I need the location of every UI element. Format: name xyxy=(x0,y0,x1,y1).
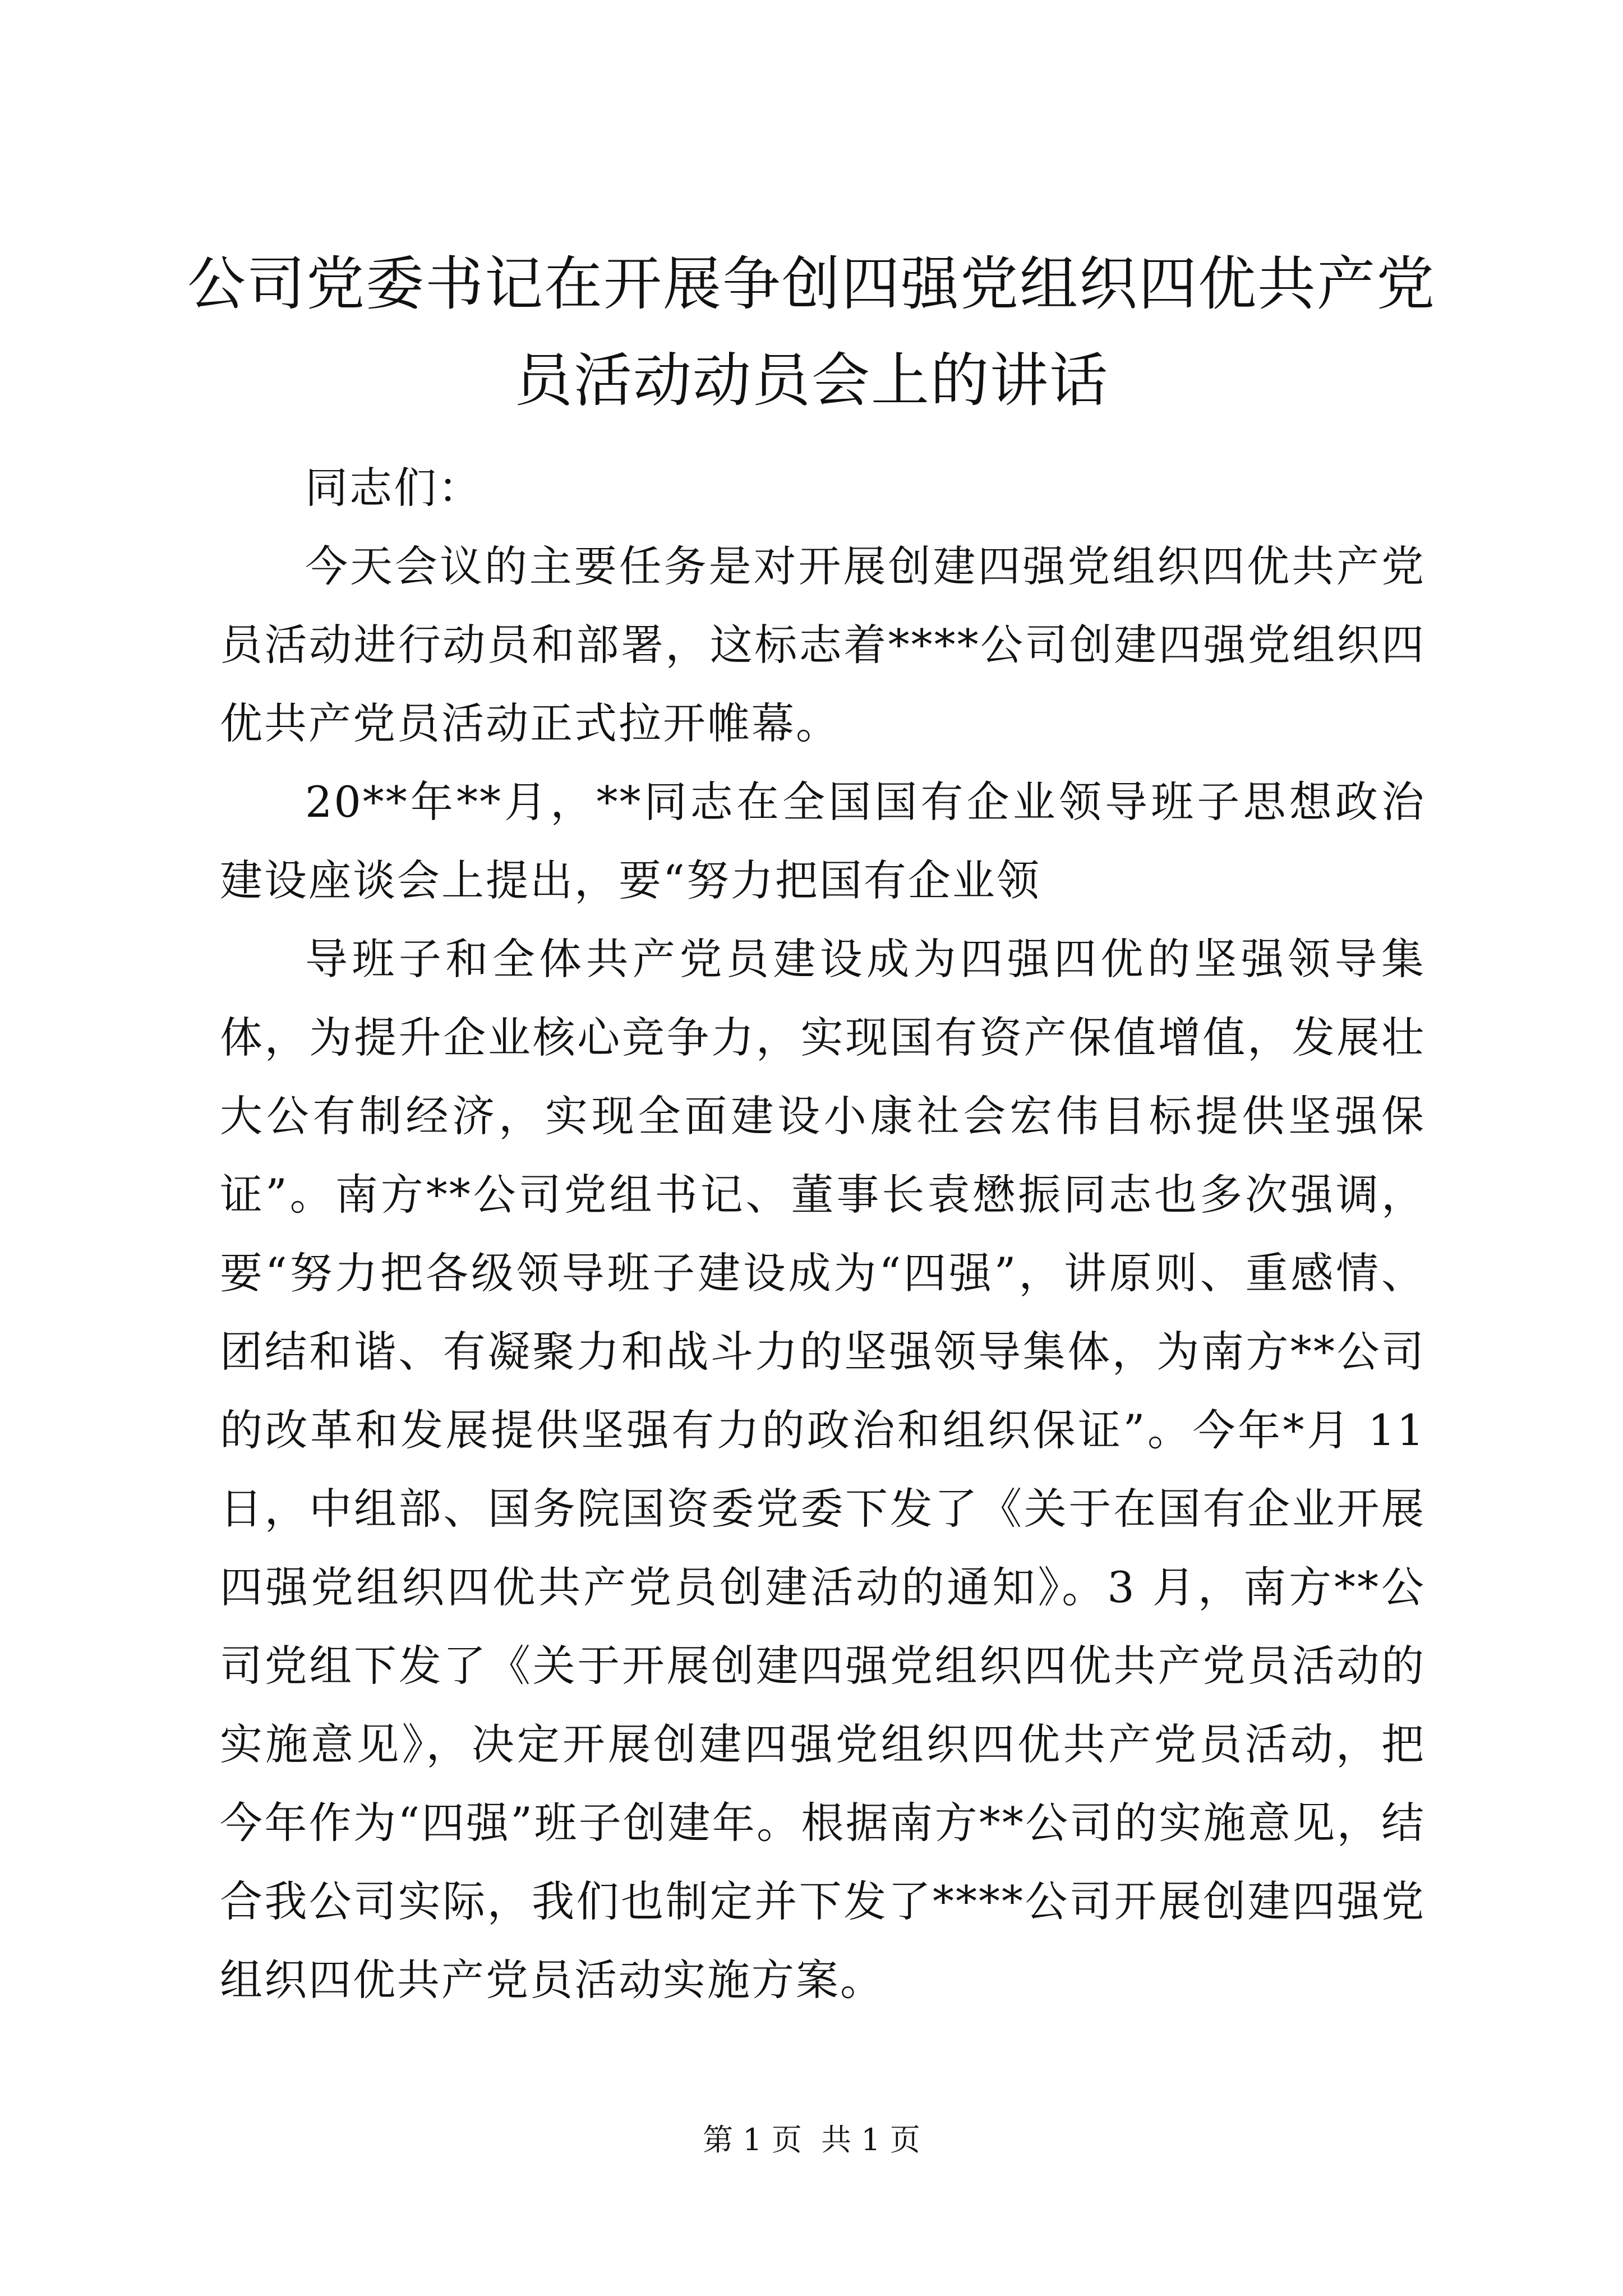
paragraph-3: 导班子和全体共产党员建设成为四强四优的坚强领导集体，为提升企业核心竞争力，实现国有资产保值增值，发展壮大公有制经济，实现全面建设小康社会宏伟目标提供坚强保证”。南方**公司党组书记、董事长袁懋振同志也多次强调，要“努力把各级领导班子建设成为“四强”，讲原则、重感情、团结和谐、有凝聚力和战斗力的坚强领导集体，为南方**公司的改革和发展提供坚强有力的政治和组织保证”。今年*月 11 日，中组部、国务院国资委党委下发了《关于在国有企业开展四强党组织四优共产党员创建活动的通知》。3 月，南方**公司党组下发了《关于开展创建四强党组织四优共产党员活动的实施意见》，决定开展创建四强党组织四优共产党员活动，把今年作为“四强”班子创建年。根据南方**公司的实施意见，结合我公司实际，我们也制定并下发了****公司开展创建四强党组织四优共产党员活动实施方案。 xyxy=(220,934,1426,2005)
paragraph-1: 今天会议的主要任务是对开展创建四强党组织四优共产党员活动进行动员和部署，这标志着****公司创建四强党组织四优共产党员活动正式拉开帷幕。 xyxy=(220,541,1426,748)
paragraph-2: 20**年**月，**同志在全国国有企业领导班子思想政治建设座谈会上提出，要“努力把国有企业领 xyxy=(220,777,1426,905)
salutation: 同志们： xyxy=(305,463,482,513)
page-footer xyxy=(0,2120,1623,2160)
page-number: 第 1 页 共 1 页 xyxy=(703,2122,920,2157)
document-body xyxy=(220,449,1426,2019)
document-title: 公司党委书记在开展争创四强党组织四优共产党员活动动员会上的讲话 xyxy=(187,250,1436,415)
